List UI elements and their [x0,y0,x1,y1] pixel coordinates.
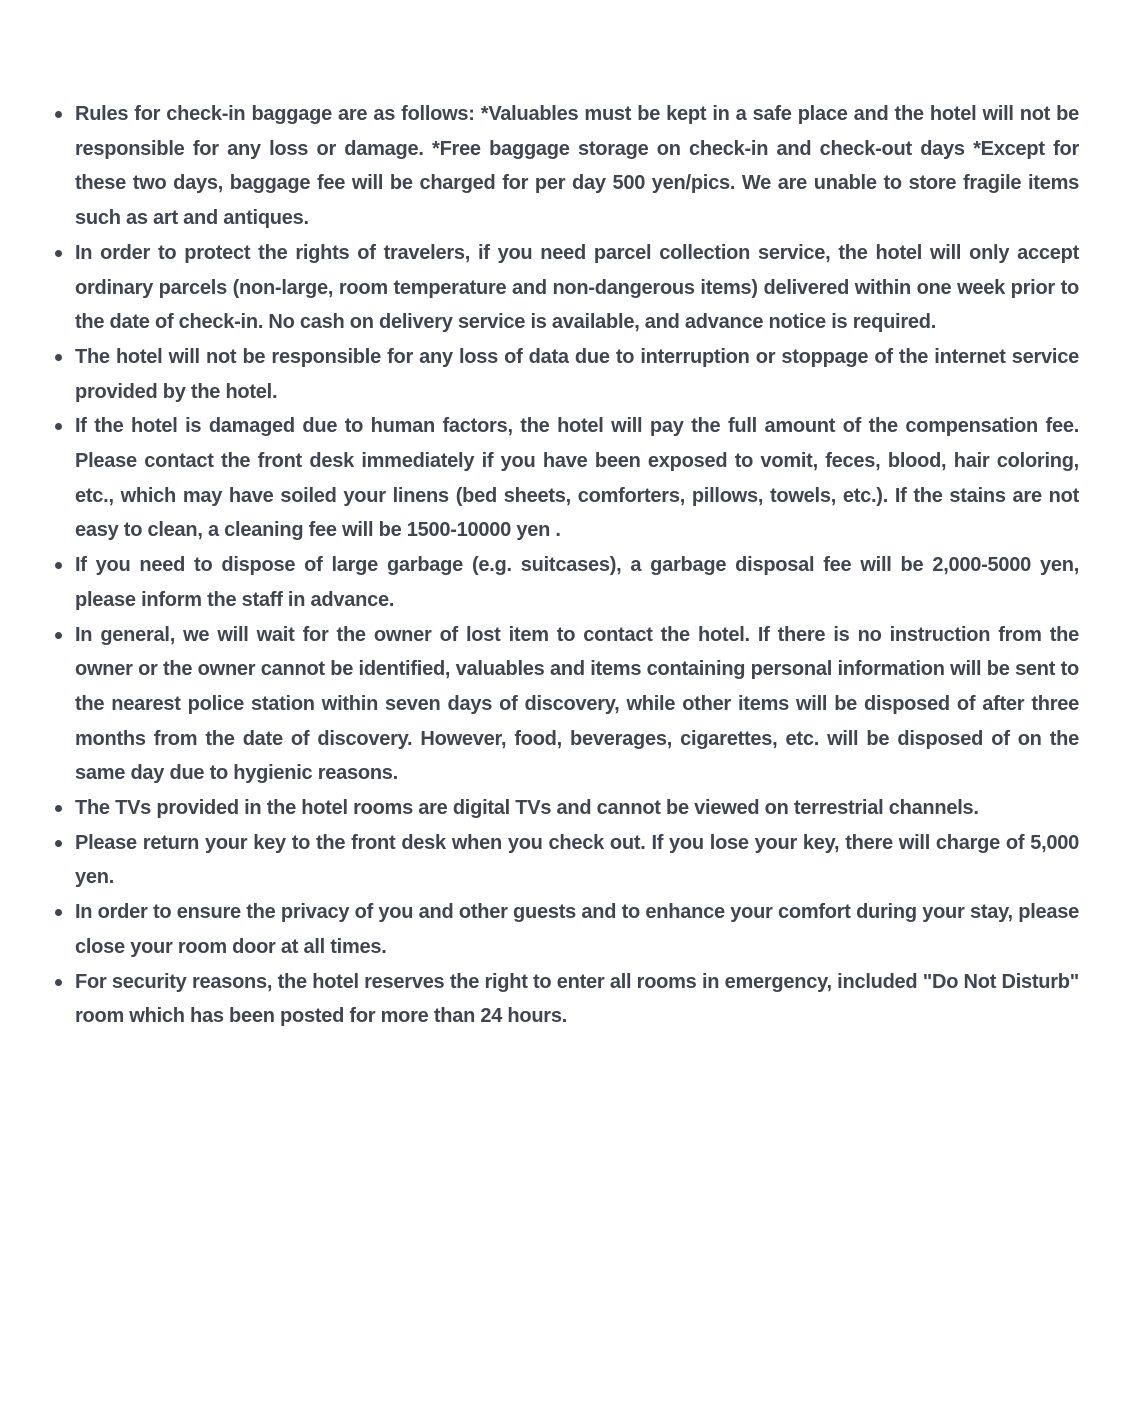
rule-item-lost-and-found: In general, we will wait for the owner of lost item to contact the hotel. If there is no instruction from the owner or the owner cannot be identified, valuables and items containing personal information will be sent to the nearest police station within seven days of discovery, while other items will be disposed of after three months from the date of discovery. However, food, beverages, cigarettes, etc. will be disposed of on the same day due to hygienic reasons. [53,618,1079,792]
rule-item-digital-tv: The TVs provided in the hotel rooms are digital TVs and cannot be viewed on terrestrial channels. [53,791,1079,826]
rule-item-damage-compensation: If the hotel is damaged due to human factors, the hotel will pay the full amount of the compensation fee. Please contact the front desk immediately if you have been exposed to vomit, feces, blood, hair coloring, etc., which may have soiled your linens (bed sheets, comforters, pillows, towels, etc.). If the stains are not easy to clean, a cleaning fee will be 1500-10000 yen . [53,409,1079,548]
rule-item-internet-data-loss: The hotel will not be responsible for any loss of data due to interruption or stoppage of the internet service provided by the hotel. [53,340,1079,409]
rule-item-garbage-disposal: If you need to dispose of large garbage (e.g. suitcases), a garbage disposal fee will be 2,000-5000 yen, please inform the staff in advance. [53,548,1079,617]
rules-list [53,97,1079,1034]
rule-item-emergency-entry: For security reasons, the hotel reserves the right to enter all rooms in emergency, included "Do Not Disturb" room which has been posted for more than 24 hours. [53,965,1079,1034]
rule-item-key-return: Please return your key to the front desk when you check out. If you lose your key, there will charge of 5,000 yen. [53,826,1079,895]
rule-item-baggage: Rules for check-in baggage are as follows: *Valuables must be kept in a safe place and the hotel will not be responsible for any loss or damage. *Free baggage storage on check-in and check-out days *Except for these two days, baggage fee will be charged for per day 500 yen/pics. We are unable to store fragile items such as art and antiques. [53,97,1079,236]
hotel-rules-page [53,97,1079,1034]
rule-item-room-door-privacy: In order to ensure the privacy of you and other guests and to enhance your comfort during your stay, please close your room door at all times. [53,895,1079,964]
rule-item-parcel-collection: In order to protect the rights of travelers, if you need parcel collection service, the hotel will only accept ordinary parcels (non-large, room temperature and non-dangerous items) delivered within one week prior to the date of check-in. No cash on delivery service is available, and advance notice is required. [53,236,1079,340]
